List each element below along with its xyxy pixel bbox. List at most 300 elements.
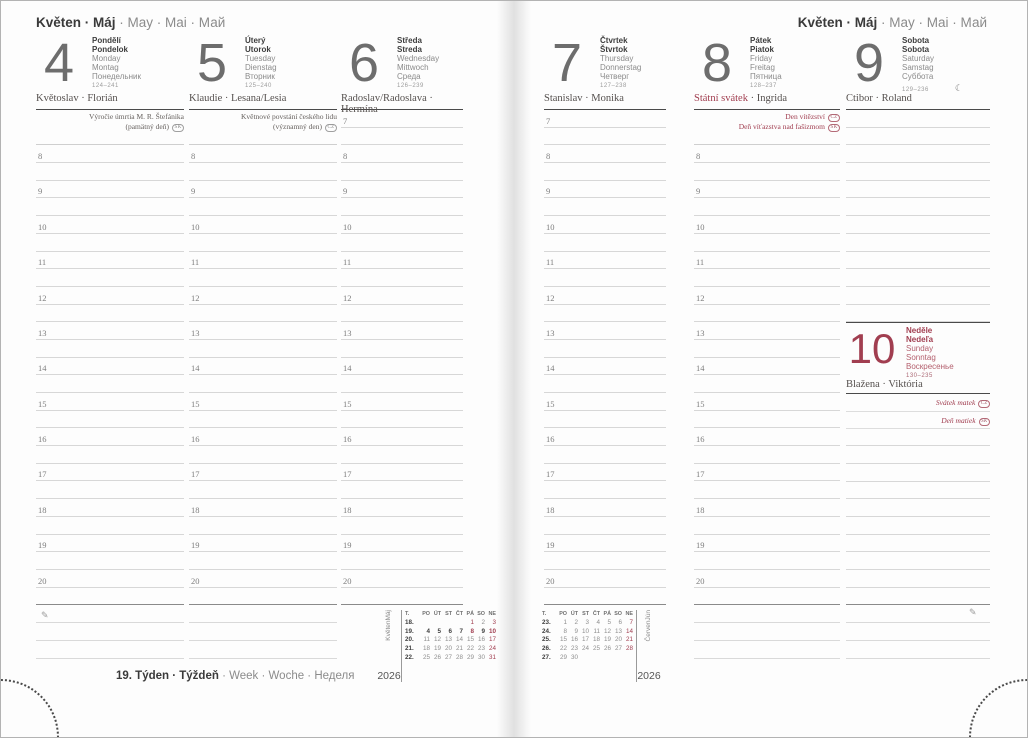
sunday-name-de: Sonntag: [906, 353, 936, 363]
time-slot-line: [189, 428, 337, 446]
calendar-day-cell: 12: [603, 627, 611, 635]
time-slot-line: [846, 234, 990, 252]
time-slot-line: [694, 198, 840, 216]
hour-label: 14: [191, 363, 200, 374]
hour-label: 16: [191, 434, 200, 445]
time-slot-line: [694, 145, 840, 163]
calendar-day-cell: 6: [448, 627, 452, 635]
time-slot-line: [341, 305, 463, 323]
calendar-day-cell: 21: [455, 645, 463, 653]
calendar-day-cell: 17: [488, 636, 496, 644]
hour-label: 20: [546, 575, 555, 586]
time-slot-line: [544, 216, 666, 234]
time-slot-line: [694, 517, 840, 535]
day-column: [36, 35, 184, 659]
hour-label: 19: [343, 540, 352, 551]
calendar-side-label: [636, 610, 659, 682]
page-spine: [497, 1, 531, 737]
calendar-day-cell: 16: [477, 636, 485, 644]
time-slot-line: [694, 252, 840, 270]
month-header-right: [798, 15, 987, 30]
calendar-day-cell: 12: [433, 636, 441, 644]
time-slot-line: [846, 446, 990, 464]
hour-label: 13: [38, 327, 47, 338]
calendar-header-cell: NE: [625, 611, 633, 617]
hour-label: 18: [38, 504, 47, 515]
time-slot-line: [694, 216, 840, 234]
calendar-day-cell: 21: [625, 636, 633, 644]
calendar-day-cell: 20: [444, 645, 452, 653]
mothers-day-note: Deň matiek SK: [846, 412, 990, 430]
calendar-month-name: [385, 610, 393, 641]
calendar-day-cell: [622, 654, 633, 663]
day-name-cs: Čtvrtek: [600, 36, 628, 45]
notes-line: [189, 623, 337, 641]
time-slot-line: [846, 163, 990, 181]
time-slot-line: [341, 181, 463, 199]
day-name-de: Samstag: [902, 63, 934, 72]
time-slot-line: [36, 375, 184, 393]
time-slot-line: [846, 517, 990, 535]
time-slot-line: [36, 517, 184, 535]
time-slot-line: [544, 428, 666, 446]
time-slot-line: [189, 588, 337, 606]
time-slot-line: [846, 198, 990, 216]
calendar-day-cell: 5: [437, 627, 441, 635]
time-slot-line: [341, 322, 463, 340]
calendar-day-cell: 4: [426, 627, 430, 635]
calendar-day-cell: 27: [614, 645, 622, 653]
time-slot-line: [36, 428, 184, 446]
time-slot-line: [36, 322, 184, 340]
time-slot-line: [846, 128, 990, 146]
time-slot-line: [341, 499, 463, 517]
notes-line: [36, 605, 184, 623]
time-slot-line: [544, 110, 666, 128]
hour-label: 9: [38, 186, 43, 197]
hour-label: 20: [696, 575, 705, 586]
sunday-name-sk: Nedeľa: [906, 335, 934, 345]
month-name-primary: Květen · Máj: [36, 15, 116, 30]
time-slot-line: [846, 216, 990, 234]
week-number-cell: 20.: [405, 636, 414, 644]
calendar-day-cell: 9: [481, 627, 485, 635]
day-name-en: Tuesday: [245, 54, 276, 63]
time-slot-line: [544, 393, 666, 411]
day-name-en: Wednesday: [397, 54, 440, 63]
calendar-week-row: [542, 619, 633, 628]
calendar-day-cell: 18: [592, 636, 600, 644]
time-slot-line: [341, 163, 463, 181]
time-slot-line: [189, 322, 337, 340]
calendar-day-cell: 24: [488, 645, 496, 653]
hour-label: 8: [38, 151, 43, 162]
time-slot-line: [36, 535, 184, 553]
time-slot-line: [846, 499, 990, 517]
time-slot-line: [544, 375, 666, 393]
time-slot-line: [846, 588, 990, 606]
hour-label: 19: [38, 540, 47, 551]
day-name-ru: Среда: [397, 72, 421, 81]
hour-label: 12: [191, 292, 200, 303]
time-slot-line: [694, 322, 840, 340]
hour-label: 13: [546, 327, 555, 338]
calendar-day-cell: 1: [563, 618, 567, 626]
time-slot-line: [189, 269, 337, 287]
time-slot-line: [189, 446, 337, 464]
time-slot-line: [846, 181, 990, 199]
day-of-year: 126–239: [397, 83, 424, 89]
time-slot-line: [846, 305, 990, 323]
mini-calendar-may: [379, 610, 496, 682]
hour-label: 20: [191, 575, 200, 586]
calendar-day-cell: 2: [481, 618, 485, 626]
time-slot-line: [341, 464, 463, 482]
hour-label: 17: [38, 469, 47, 480]
calendar-day-cell: 25: [422, 653, 430, 661]
time-slot-line: [341, 216, 463, 234]
day-header: [846, 35, 990, 93]
time-slot-line: [544, 305, 666, 323]
calendar-header-cell: NE: [488, 611, 496, 617]
calendar-header-cell: T.: [405, 611, 410, 617]
nameday-row: Ctibor · Roland: [846, 93, 990, 110]
day-name-de: Dienstag: [245, 63, 277, 72]
nameday-row: Radoslav/Radoslava · Hermína: [341, 93, 463, 110]
day-name-sk: Utorok: [245, 45, 271, 54]
hour-label: 12: [38, 292, 47, 303]
time-slot-line: [36, 269, 184, 287]
time-slot-line: [544, 570, 666, 588]
hour-label: 11: [38, 257, 47, 268]
time-slot-line: [189, 305, 337, 323]
sunday-header: [846, 323, 990, 379]
time-slot-line: [36, 145, 184, 163]
day-column: [189, 35, 337, 659]
time-slot-line: [694, 535, 840, 553]
notes-line: [189, 641, 337, 659]
time-slot-line: [846, 535, 990, 553]
day-name-en: Friday: [750, 54, 773, 63]
time-slot-line: [544, 535, 666, 553]
calendar-header-cell: PÁ: [466, 611, 474, 617]
nameday-row: Květoslav · Florián: [36, 93, 184, 110]
time-slot-line: [694, 163, 840, 181]
time-slot-line: [694, 375, 840, 393]
corner-dotted-arc: [969, 679, 1028, 738]
calendar-day-cell: 1: [470, 618, 474, 626]
time-slot-line: [694, 464, 840, 482]
time-slot-line: [341, 481, 463, 499]
hour-label: 18: [191, 504, 200, 515]
hour-label: 13: [696, 327, 705, 338]
time-slot-line: [341, 375, 463, 393]
time-slot-line: [36, 216, 184, 234]
pencil-icon: ✎: [41, 610, 49, 620]
time-slot-line: [846, 110, 990, 128]
time-slot-line: [189, 234, 337, 252]
hour-label: 15: [696, 398, 705, 409]
time-slot-line: [341, 535, 463, 553]
day-name-de: Mittwoch: [397, 63, 429, 72]
month-name-secondary: · May · Mai · Май: [881, 15, 987, 30]
time-slot-line: [189, 464, 337, 482]
hour-label: 10: [191, 221, 200, 232]
hour-label: 16: [546, 434, 555, 445]
calendar-week-row: [405, 654, 496, 663]
pencil-icon: ✎: [969, 607, 977, 617]
day-of-year: 125–240: [245, 83, 272, 89]
time-slot-line: [36, 552, 184, 570]
time-slot-line: [341, 393, 463, 411]
hour-label: 7: [343, 115, 348, 126]
time-slot-line: [544, 145, 666, 163]
calendar-day-cell: 26: [433, 653, 441, 661]
hour-label: 13: [191, 327, 200, 338]
week-number-cell: 25.: [542, 636, 551, 644]
time-slot-line: [341, 340, 463, 358]
notes-line: [36, 641, 184, 659]
time-slot-line: [36, 446, 184, 464]
calendar-day-cell: 8: [470, 627, 474, 635]
day-name-cs: Pátek: [750, 36, 772, 45]
time-slot-line: [694, 552, 840, 570]
calendar-day-cell: 26: [603, 645, 611, 653]
time-slot-line: [189, 535, 337, 553]
day-name-ru: Четверг: [600, 72, 630, 81]
hour-label: 12: [343, 292, 352, 303]
hour-label: 17: [696, 469, 705, 480]
hour-label: 8: [343, 151, 348, 162]
day-name-stack: [600, 35, 641, 93]
hour-label: 18: [343, 504, 352, 515]
time-slot-line: [341, 252, 463, 270]
calendar-header-cell: ČT: [455, 611, 463, 617]
time-slot-line: [544, 181, 666, 199]
hour-label: 8: [696, 151, 701, 162]
day-name-sk: Štvrtok: [600, 45, 628, 54]
calendar-day-cell: 30: [477, 653, 485, 661]
week-number-label: 19. Týden · Týždeň: [116, 670, 219, 682]
time-slot-line: [189, 570, 337, 588]
time-slot-line: [544, 481, 666, 499]
day-number: 8: [701, 33, 733, 93]
hour-label: 10: [343, 221, 352, 232]
calendar-month-line1: Květen: [385, 620, 393, 641]
time-slot-line: [694, 393, 840, 411]
sunday-name-ru: Воскресенье: [906, 362, 954, 372]
hour-label: 19: [546, 540, 555, 551]
hour-label: 19: [696, 540, 705, 551]
calendar-week-row: [405, 619, 496, 628]
hour-label: 16: [343, 434, 352, 445]
calendar-day-cell: 7: [459, 627, 463, 635]
time-slot-line: [694, 181, 840, 199]
time-slot-line: [36, 305, 184, 323]
time-slot-line: [341, 234, 463, 252]
calendar-day-cell: 30: [570, 653, 578, 661]
calendar-header-cell: ÚT: [570, 611, 578, 617]
day-header: [694, 35, 840, 93]
calendar-header-cell: ST: [445, 611, 452, 617]
week-number-cell: 24.: [542, 627, 551, 635]
day-of-year: 128–237: [750, 83, 777, 89]
month-header-left: [36, 15, 225, 30]
sunday-day-of-year: 130–235: [906, 373, 933, 380]
time-slot-line: [36, 163, 184, 181]
calendar-day-cell: 11: [423, 636, 430, 644]
day-of-year: 124–241: [92, 83, 119, 89]
week-number-cell: 26.: [542, 645, 551, 653]
hour-label: 15: [343, 398, 352, 409]
notes-line: [694, 605, 840, 623]
time-slot-line: [544, 269, 666, 287]
time-slot-line: [189, 393, 337, 411]
week-number-footer: [116, 670, 354, 682]
week-number-cell: 22.: [405, 653, 414, 661]
week-number-cell: 21.: [405, 645, 414, 653]
time-slot-line: [36, 234, 184, 252]
day-number: 7: [551, 33, 583, 93]
day-header: [341, 35, 463, 93]
country-badge: CZ: [325, 124, 337, 132]
time-slot-line: [189, 252, 337, 270]
nameday-row: Klaudie · Lesana/Lesia: [189, 93, 337, 110]
day-name-stack: [92, 35, 141, 93]
hour-label: 9: [343, 186, 348, 197]
notes-line: [36, 623, 184, 641]
calendar-week-row: [405, 645, 496, 654]
time-slot-line: [846, 464, 990, 482]
calendar-day-cell: [589, 654, 600, 663]
time-slot-line: [694, 305, 840, 323]
day-header: [189, 35, 337, 93]
moon-phase-icon: ☾: [954, 83, 964, 93]
calendar-day-cell: 27: [444, 653, 452, 661]
calendar-day-cell: 11: [593, 627, 600, 635]
day-name-sk: Streda: [397, 45, 422, 54]
hour-label: 11: [546, 257, 555, 268]
calendar-header-cell: PO: [559, 611, 567, 617]
day-name-stack: [902, 35, 963, 93]
calendar-header-cell: PÁ: [603, 611, 611, 617]
hour-label: 18: [696, 504, 705, 515]
time-slot-line: [846, 145, 990, 163]
calendar-day-cell: 31: [488, 653, 496, 661]
day-name-stack: [245, 35, 277, 93]
time-slot-line: [36, 588, 184, 606]
time-slot-line: [544, 198, 666, 216]
hour-label: 20: [343, 575, 352, 586]
hour-label: 10: [38, 221, 47, 232]
day-number: 6: [348, 33, 380, 93]
day-name-cs: Středa: [397, 36, 422, 45]
calendar-day-cell: 18: [422, 645, 430, 653]
calendar-header-cell: T.: [542, 611, 547, 617]
day-header: [36, 35, 184, 93]
calendar-month-line2: Máj: [385, 610, 393, 621]
mini-calendar-june: [542, 610, 659, 682]
calendar-day-cell: 22: [466, 645, 474, 653]
notes-line: [846, 623, 990, 641]
month-name-secondary: · May · Mai · Май: [119, 15, 226, 30]
time-slot-line: [36, 464, 184, 482]
time-slot-line: [694, 358, 840, 376]
country-badge: SK: [979, 418, 990, 426]
day-name-de: Freitag: [750, 63, 775, 72]
time-slot-line: [544, 322, 666, 340]
hour-label: 12: [546, 292, 555, 303]
time-slot-line: [544, 358, 666, 376]
time-slot-line: [341, 411, 463, 429]
day-name-cs: Sobota: [902, 36, 930, 45]
holiday-note-line: (pamätný deň) SK: [36, 122, 184, 132]
day-name-ru: Понедельник: [92, 72, 141, 81]
time-slot-line: [846, 482, 990, 500]
time-slot-line: [694, 446, 840, 464]
hour-label: 8: [191, 151, 196, 162]
time-slot-line: [189, 216, 337, 234]
time-slot-line: [341, 269, 463, 287]
calendar-week-row: [542, 645, 633, 654]
time-slot-line: [189, 358, 337, 376]
calendar-day-cell: 5: [607, 618, 611, 626]
hour-label: 8: [546, 151, 551, 162]
nameday-row: Stanislav · Monika: [544, 93, 666, 110]
time-slot-line: [189, 375, 337, 393]
sunday-name-stack: [906, 326, 954, 379]
calendar-day-cell: 4: [596, 618, 600, 626]
calendar-day-cell: 29: [559, 653, 567, 661]
calendar-day-cell: 28: [625, 645, 633, 653]
time-slot-line: [846, 287, 990, 305]
day-of-year: 127–238: [600, 83, 627, 89]
time-slot-line: [189, 181, 337, 199]
calendar-day-cell: 14: [455, 636, 463, 644]
holiday-note-line: Květnové povstání českého lidu: [240, 112, 337, 121]
time-slot-line: [341, 552, 463, 570]
time-slot-line: [694, 411, 840, 429]
time-slot-line: [341, 145, 463, 163]
hour-label: 20: [38, 575, 47, 586]
time-slot-line: [694, 499, 840, 517]
day-name-cs: Úterý: [245, 36, 266, 45]
hour-label: 11: [696, 257, 705, 268]
calendar-week-row: [542, 628, 633, 637]
calendar-day-cell: 3: [492, 618, 496, 626]
holiday-note: [694, 110, 840, 145]
time-slot-line: [544, 464, 666, 482]
day-name-ru: Вторник: [245, 72, 275, 81]
time-slot-line: [36, 181, 184, 199]
time-slot-line: [36, 393, 184, 411]
time-slot-line: [341, 128, 463, 146]
time-slot-line: [694, 570, 840, 588]
calendar-week-row: [405, 628, 496, 637]
calendar-header-row: [542, 610, 633, 619]
sunday-block: [846, 322, 990, 428]
holiday-note: [36, 110, 184, 145]
country-badge: SK: [172, 124, 184, 132]
calendar-day-cell: [430, 619, 441, 628]
calendar-month-name: [645, 610, 653, 641]
hour-label: 17: [343, 469, 352, 480]
calendar-day-cell: 7: [629, 618, 633, 626]
calendar-header-row: [405, 610, 496, 619]
calendar-header-cell: PO: [422, 611, 430, 617]
time-slot-line: [341, 446, 463, 464]
time-slot-line: [694, 269, 840, 287]
